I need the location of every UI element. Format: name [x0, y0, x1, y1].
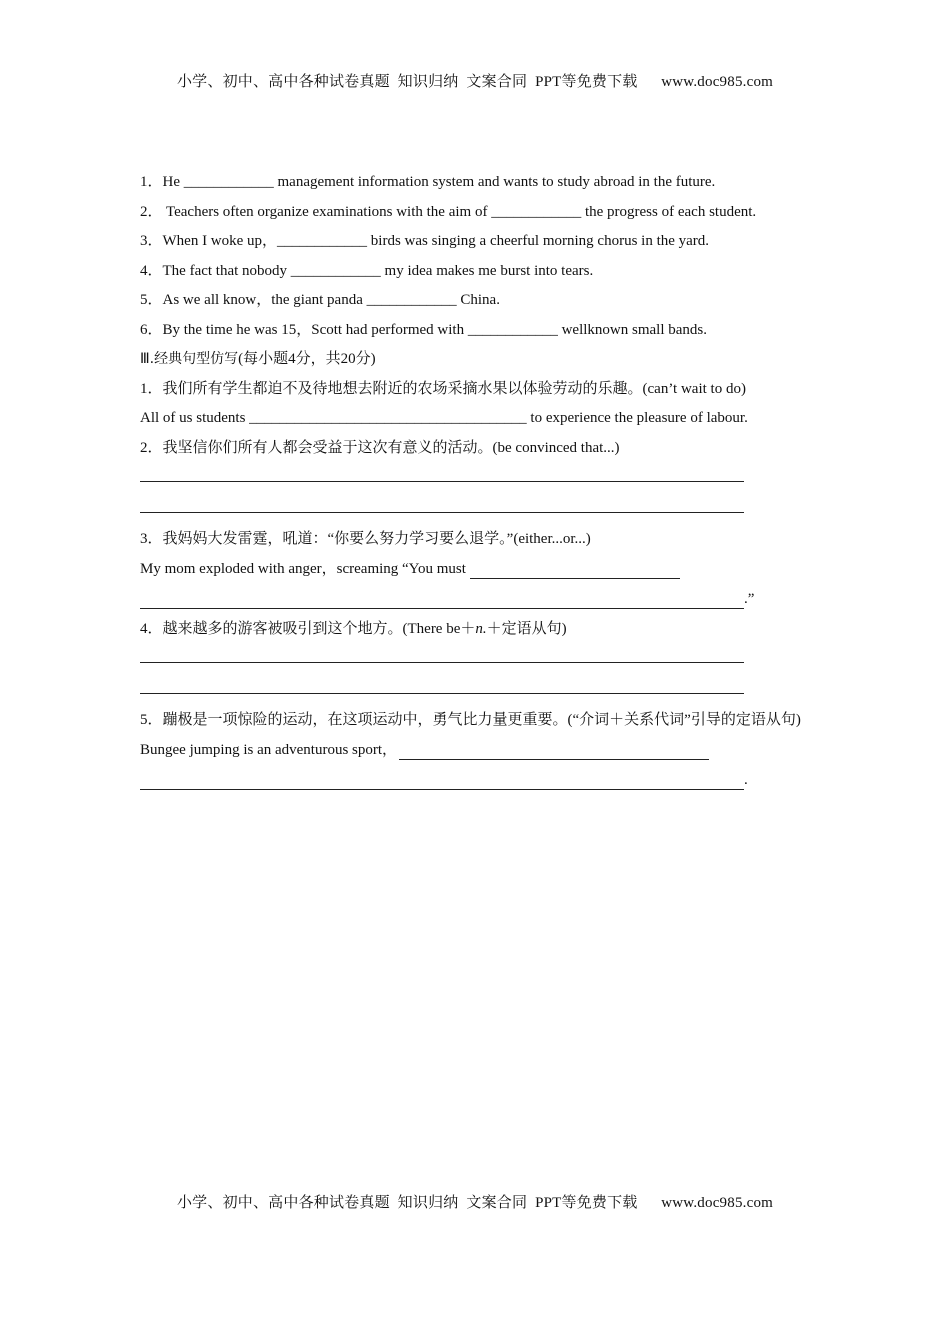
sentence-5-answer-row: [140, 736, 810, 766]
sentence-5-answer-start: Bungee jumping is an adventurous sport，: [140, 742, 398, 758]
section-heading: [140, 345, 810, 375]
answer-line: [470, 560, 680, 579]
sentence-1-prompt: 1．我们所有学生都迫不及待地想去附近的农场采摘水果以体验劳动的乐趣。(can’t wait to do): [140, 380, 746, 397]
section-score: (每小题4分，共20分): [238, 351, 376, 367]
answer-line: [140, 494, 744, 513]
exercise-content: [140, 168, 810, 796]
sentence-4-prompt-pre: 4．越来越多的游客被吸引到这个地方。(There be＋: [140, 620, 476, 637]
fill-blank-6: 6．By the time he was 15，Scott had performed with ____________ wellknown small bands.: [140, 321, 708, 338]
fill-blank-3: 3．When I woke up，____________ birds was singing a cheerful morning chorus in the yard.: [140, 233, 710, 249]
fill-blank-1: 1．He ____________ management information system and wants to study abroad in the future.: [140, 174, 716, 190]
sentence-5-answer-row-2: [140, 766, 810, 796]
sentence-3-prompt: 3．我妈妈大发雷霆，吼道：“你要么努力学习要么退学。”(either...or...): [140, 531, 591, 547]
answer-line: [140, 463, 744, 482]
sentence-4-prompt-post: ＋定语从句): [486, 620, 567, 637]
answer-line: [399, 741, 709, 760]
sentence-2-prompt: 2．我坚信你们所有人都会受益于这次有意义的活动。(be convinced that...): [140, 439, 620, 456]
sentence-4-prompt-n: n.: [475, 620, 487, 637]
sentence-3-answer-row: [140, 555, 810, 585]
sentence-5-answer-end: .: [744, 772, 748, 788]
page-footer: 小学、初中、高中各种试卷真题 知识归纳 文案合同 PPT等免费下载 www.doc985.com: [176, 1195, 774, 1211]
sentence-4-prompt: [140, 615, 810, 645]
answer-line: [140, 590, 744, 609]
sentence-5-prompt: 5．蹦极是一项惊险的运动，在这项运动中，勇气比力量更重要。(“介词＋关系代词”引导的定语从句): [140, 712, 801, 728]
sentence-3-answer-row-2: [140, 585, 810, 615]
fill-blank-2: 2． Teachers often organize examinations with the aim of ____________ the progress of each student.: [140, 203, 757, 220]
section-title: Ⅲ.经典句型仿写: [140, 351, 239, 367]
answer-line: [140, 675, 744, 694]
sentence-3-answer-start: My mom exploded with anger，screaming “You must: [140, 561, 466, 577]
answer-line: [140, 644, 744, 663]
fill-blank-5: 5．As we all know，the giant panda ____________ China.: [140, 292, 500, 308]
sentence-3-answer-end: .”: [744, 591, 755, 607]
answer-line: [140, 771, 744, 790]
sentence-1-answer: All of us students _____________________________________ to experience the pleasure of labour.: [140, 410, 748, 426]
fill-blank-4: 4．The fact that nobody ____________ my idea makes me burst into tears.: [140, 262, 594, 279]
page-header: 小学、初中、高中各种试卷真题 知识归纳 文案合同 PPT等免费下载 www.doc985.com: [176, 74, 774, 90]
